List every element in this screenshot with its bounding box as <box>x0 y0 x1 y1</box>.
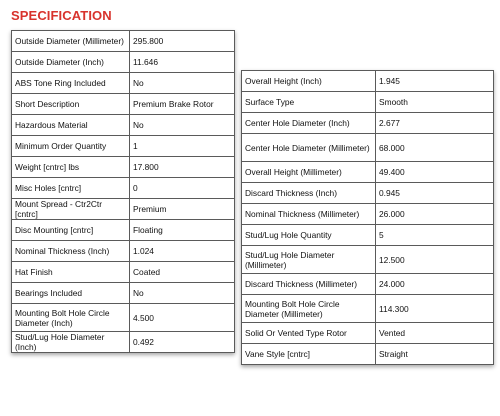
spec-label: Weight [cntrc] lbs <box>12 157 130 178</box>
spec-value: 0 <box>130 178 235 199</box>
spec-right-row <box>242 162 494 183</box>
page-title: SPECIFICATION <box>11 8 112 23</box>
spec-table-right <box>241 70 494 365</box>
spec-label: Nominal Thickness (Inch) <box>12 241 130 262</box>
spec-value: Floating <box>130 220 235 241</box>
spec-right-row <box>242 225 494 246</box>
spec-left-row <box>12 283 235 304</box>
spec-left-row <box>12 94 235 115</box>
spec-right-row <box>242 113 494 134</box>
spec-label: Short Description <box>12 94 130 115</box>
spec-right-row <box>242 274 494 295</box>
spec-value: 1 <box>130 136 235 157</box>
spec-left-row <box>12 241 235 262</box>
spec-value: 0.945 <box>376 183 494 204</box>
spec-label: Overall Height (Millimeter) <box>242 162 376 183</box>
spec-label: Center Hole Diameter (Inch) <box>242 113 376 134</box>
spec-label: Discard Thickness (Inch) <box>242 183 376 204</box>
spec-value: 0.492 <box>130 332 235 353</box>
spec-label: Minimum Order Quantity <box>12 136 130 157</box>
spec-value: 24.000 <box>376 274 494 295</box>
spec-label: Outside Diameter (Millimeter) <box>12 31 130 52</box>
spec-value: Premium <box>130 199 235 220</box>
spec-label: Overall Height (Inch) <box>242 71 376 92</box>
spec-left-row <box>12 52 235 73</box>
spec-label: Center Hole Diameter (Millimeter) <box>242 134 376 162</box>
spec-label: Stud/Lug Hole Diameter (Millimeter) <box>242 246 376 274</box>
spec-left-row <box>12 220 235 241</box>
spec-value: 17.800 <box>130 157 235 178</box>
spec-label: Surface Type <box>242 92 376 113</box>
spec-label: Discard Thickness (Millimeter) <box>242 274 376 295</box>
spec-right-row <box>242 246 494 274</box>
spec-left-row <box>12 157 235 178</box>
spec-value: Vented <box>376 323 494 344</box>
spec-label: Hazardous Material <box>12 115 130 136</box>
spec-left-row <box>12 136 235 157</box>
spec-left-row <box>12 178 235 199</box>
spec-right-row <box>242 344 494 365</box>
spec-label: Disc Mounting [cntrc] <box>12 220 130 241</box>
spec-left-row <box>12 31 235 52</box>
spec-value: Premium Brake Rotor <box>130 94 235 115</box>
spec-right-row <box>242 134 494 162</box>
spec-label: Bearings Included <box>12 283 130 304</box>
spec-left-row <box>12 332 235 353</box>
spec-label: Hat Finish <box>12 262 130 283</box>
spec-label: Solid Or Vented Type Rotor <box>242 323 376 344</box>
spec-value: 4.500 <box>130 304 235 332</box>
spec-right-row <box>242 71 494 92</box>
spec-value: 2.677 <box>376 113 494 134</box>
spec-label: Outside Diameter (Inch) <box>12 52 130 73</box>
spec-value: No <box>130 115 235 136</box>
spec-value: Straight <box>376 344 494 365</box>
spec-left-row <box>12 199 235 220</box>
spec-value: 1.945 <box>376 71 494 92</box>
spec-value: 26.000 <box>376 204 494 225</box>
spec-right-row <box>242 204 494 225</box>
spec-label: Mounting Bolt Hole Circle Diameter (Inch) <box>12 304 130 332</box>
spec-value: 5 <box>376 225 494 246</box>
spec-value: 12.500 <box>376 246 494 274</box>
spec-value: 1.024 <box>130 241 235 262</box>
spec-right-row <box>242 183 494 204</box>
spec-value: Coated <box>130 262 235 283</box>
spec-value: No <box>130 283 235 304</box>
spec-label: Stud/Lug Hole Quantity <box>242 225 376 246</box>
spec-right-row <box>242 92 494 113</box>
spec-label: Vane Style [cntrc] <box>242 344 376 365</box>
spec-left-row <box>12 262 235 283</box>
spec-right-row <box>242 323 494 344</box>
spec-value: 295.800 <box>130 31 235 52</box>
spec-table-left <box>11 30 235 353</box>
spec-value: 49.400 <box>376 162 494 183</box>
spec-label: Stud/Lug Hole Diameter (Inch) <box>12 332 130 353</box>
spec-value: 11.646 <box>130 52 235 73</box>
spec-label: Misc Holes [cntrc] <box>12 178 130 199</box>
spec-value: 68.000 <box>376 134 494 162</box>
spec-label: Mounting Bolt Hole Circle Diameter (Millimeter) <box>242 295 376 323</box>
spec-value: 114.300 <box>376 295 494 323</box>
spec-value: Smooth <box>376 92 494 113</box>
spec-left-row <box>12 73 235 94</box>
spec-left-row <box>12 115 235 136</box>
spec-left-row <box>12 304 235 332</box>
spec-value: No <box>130 73 235 94</box>
spec-label: Mount Spread - Ctr2Ctr [cntrc] <box>12 199 130 220</box>
spec-right-row <box>242 295 494 323</box>
spec-label: ABS Tone Ring Included <box>12 73 130 94</box>
spec-label: Nominal Thickness (Millimeter) <box>242 204 376 225</box>
